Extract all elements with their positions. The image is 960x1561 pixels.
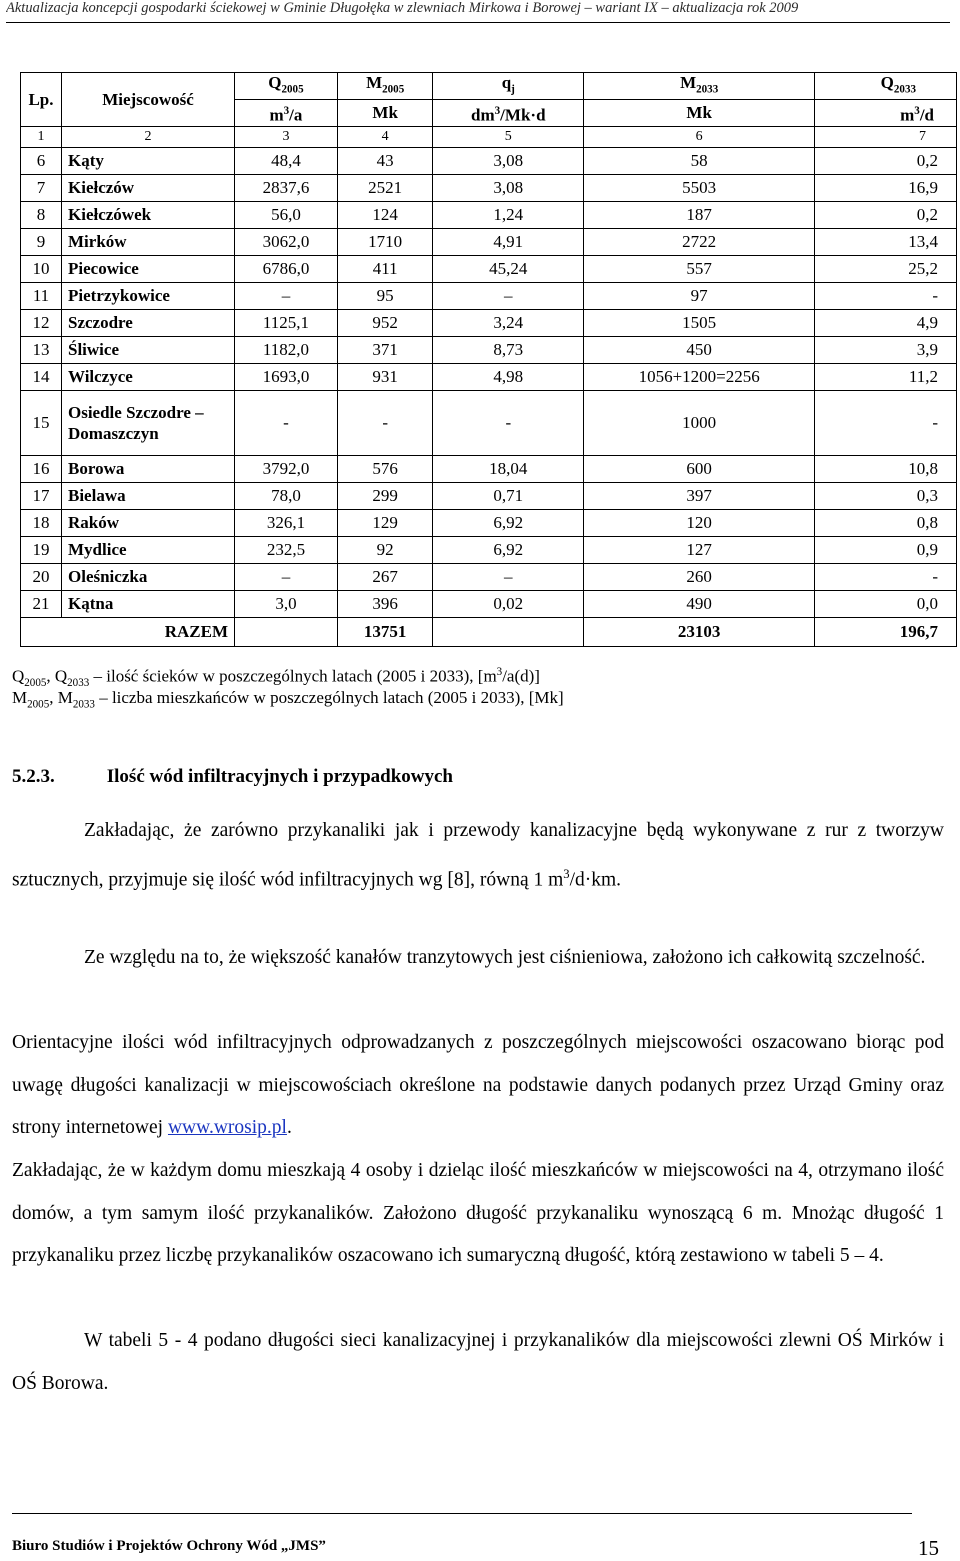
cell-q2005: 232,5 xyxy=(235,537,338,564)
cell-q2005: 78,0 xyxy=(235,483,338,510)
cell-m2033: 127 xyxy=(584,537,815,564)
cell-lp: 18 xyxy=(21,510,62,537)
paragraph-4: Zakładając, że w każdym domu mieszkają 4 osoby i dzieląc ilość mieszkańców w miejscowości na 4, otrzymano ilość domów, a tym samym ilość przykanalików. Założono długość przykanaliku wynoszącą 6 m. Mnożąc długość 1 przykanaliku przez liczbę przykanalików oszacowano ich sumaryczną długość, którą zestawiono w tabeli 5 – 4. xyxy=(12,1160,944,1266)
total-label: RAZEM xyxy=(21,618,235,647)
cell-q2033: 4,9 xyxy=(815,310,957,337)
table-row xyxy=(21,283,957,310)
cell-q2005: 3,0 xyxy=(235,591,338,618)
cell-q2033: 11,2 xyxy=(815,364,957,391)
cell-m2033: 187 xyxy=(584,202,815,229)
col-q2033-header: $Q_{2033}$ xyxy=(815,73,957,100)
cell-m2033: 5503 xyxy=(584,175,815,202)
cell-m2005: 299 xyxy=(337,483,433,510)
unit-q2033: $m^3/d$ xyxy=(815,100,957,127)
cell-q2005: 48,4 xyxy=(235,148,338,175)
colnum-7: 7 xyxy=(815,127,957,148)
col-q2005-header: $Q_{2005}$ xyxy=(235,73,338,100)
cell-m2033: 557 xyxy=(584,256,815,283)
total-q2033: 196,7 xyxy=(815,618,957,647)
cell-name: Kątna xyxy=(62,591,235,618)
cell-m2033: 120 xyxy=(584,510,815,537)
col-lp-header: Lp. xyxy=(21,73,62,127)
cell-q2033: 0,3 xyxy=(815,483,957,510)
cell-q2033: - xyxy=(815,283,957,310)
colnum-3: 3 xyxy=(235,127,338,148)
cell-qj: 4,98 xyxy=(433,364,584,391)
cell-lp: 13 xyxy=(21,337,62,364)
cell-lp: 10 xyxy=(21,256,62,283)
column-number-row xyxy=(21,127,957,148)
cell-q2033: 3,9 xyxy=(815,337,957,364)
cell-m2033: 260 xyxy=(584,564,815,591)
col-qj-header: $q_j$ xyxy=(433,73,584,100)
col-m2005-header: $M_{2005}$ xyxy=(337,73,433,100)
cell-lp: 8 xyxy=(21,202,62,229)
cell-m2005: 1710 xyxy=(337,229,433,256)
cell-name: Kąty xyxy=(62,148,235,175)
cell-qj: 3,08 xyxy=(433,175,584,202)
cell-lp: 17 xyxy=(21,483,62,510)
table-row xyxy=(21,564,957,591)
table-row xyxy=(21,229,957,256)
total-q2005 xyxy=(235,618,338,647)
cell-q2005: – xyxy=(235,283,338,310)
cell-q2033: 10,8 xyxy=(815,456,957,483)
col-name-header: Miejscowość xyxy=(62,73,235,127)
cell-lp: 9 xyxy=(21,229,62,256)
cell-m2005: 2521 xyxy=(337,175,433,202)
table-row xyxy=(21,456,957,483)
table-row xyxy=(21,483,957,510)
cell-m2033: 397 xyxy=(584,483,815,510)
table-row xyxy=(21,148,957,175)
cell-m2033: 450 xyxy=(584,337,815,364)
cell-name: Bielawa xyxy=(62,483,235,510)
cell-name: Osiedle Szczodre – Domaszczyn xyxy=(62,391,235,456)
cell-m2033: 600 xyxy=(584,456,815,483)
cell-qj: – xyxy=(433,283,584,310)
table-row xyxy=(21,337,957,364)
cell-q2033: 16,9 xyxy=(815,175,957,202)
cell-name: Kiełczów xyxy=(62,175,235,202)
cell-q2005: 2837,6 xyxy=(235,175,338,202)
table-row xyxy=(21,391,957,456)
cell-lp: 11 xyxy=(21,283,62,310)
cell-qj: 1,24 xyxy=(433,202,584,229)
cell-m2005: 931 xyxy=(337,364,433,391)
colnum-1: 1 xyxy=(21,127,62,148)
cell-q2005: - xyxy=(235,391,338,456)
cell-qj: 0,02 xyxy=(433,591,584,618)
cell-qj: 0,71 xyxy=(433,483,584,510)
cell-qj: 6,92 xyxy=(433,510,584,537)
cell-q2033: - xyxy=(815,391,957,456)
table-row xyxy=(21,202,957,229)
cell-m2005: 124 xyxy=(337,202,433,229)
cell-q2005: 1182,0 xyxy=(235,337,338,364)
table-row xyxy=(21,175,957,202)
cell-name: Piecowice xyxy=(62,256,235,283)
cell-name: Mirków xyxy=(62,229,235,256)
cell-m2005: 371 xyxy=(337,337,433,364)
cell-lp: 19 xyxy=(21,537,62,564)
colnum-2: 2 xyxy=(62,127,235,148)
cell-m2005: 952 xyxy=(337,310,433,337)
total-row xyxy=(21,618,957,647)
unit-q2005: $m^3/a$ xyxy=(235,100,338,127)
cell-qj: 3,08 xyxy=(433,148,584,175)
cell-m2033: 58 xyxy=(584,148,815,175)
cell-q2033: 0,9 xyxy=(815,537,957,564)
cell-q2033: 0,2 xyxy=(815,148,957,175)
section-heading xyxy=(12,766,453,788)
cell-name: Borowa xyxy=(62,456,235,483)
cell-m2005: 267 xyxy=(337,564,433,591)
table-row xyxy=(21,537,957,564)
running-header: Aktualizacja koncepcji gospodarki ściekowej w Gminie Długołęka w zlewniach Mirkowa i Borowej – wariant IX – aktualizacja rok 2009 xyxy=(6,0,799,16)
cell-m2005: 95 xyxy=(337,283,433,310)
cell-lp: 15 xyxy=(21,391,62,456)
cell-m2005: - xyxy=(337,391,433,456)
cell-name: Oleśniczka xyxy=(62,564,235,591)
cell-qj: – xyxy=(433,564,584,591)
cell-name: Wilczyce xyxy=(62,364,235,391)
cell-qj: 3,24 xyxy=(433,310,584,337)
cell-name: Raków xyxy=(62,510,235,537)
paragraph-3: Orientacyjne ilości wód infiltracyjnych odprowadzanych z poszczególnych miejscowości oszacowano biorąc pod uwagę długości kanalizacji w miejscowościach określone na podstawie danych podanych przez Urząd Gminy oraz strony internetowej www.wrosip.pl. xyxy=(12,1032,944,1138)
sewage-table xyxy=(20,72,957,647)
paragraph-2: Ze względu na to, że większość kanałów tranzytowych jest ciśnieniowa, założono ich całkowitą szczelność. xyxy=(84,947,926,968)
cell-m2005: 411 xyxy=(337,256,433,283)
wrosip-link[interactable]: www.wrosip.pl xyxy=(167,1117,287,1138)
cell-m2033: 490 xyxy=(584,591,815,618)
cell-lp: 21 xyxy=(21,591,62,618)
cell-name: Śliwice xyxy=(62,337,235,364)
cell-m2005: 576 xyxy=(337,456,433,483)
paragraph-5: W tabeli 5 - 4 podano długości sieci kanalizacyjnej i przykanalików dla miejscowości zlewni OŚ Mirków i OŚ Borowa. xyxy=(12,1330,944,1394)
total-m2033: 23103 xyxy=(584,618,815,647)
cell-qj: 18,04 xyxy=(433,456,584,483)
table-row xyxy=(21,256,957,283)
unit-m2005: Mk xyxy=(337,100,433,127)
table-row xyxy=(21,591,957,618)
section-number: 5.2.3. xyxy=(12,766,55,787)
cell-q2005: 1693,0 xyxy=(235,364,338,391)
cell-lp: 6 xyxy=(21,148,62,175)
cell-lp: 14 xyxy=(21,364,62,391)
cell-name: Mydlice xyxy=(62,537,235,564)
cell-m2005: 43 xyxy=(337,148,433,175)
legend-line-q: $Q_{2005}$, $Q_{2033}$ – ilość ścieków w poszczególnych latach (2005 i 2033), $[m^3/a(d)]$ xyxy=(12,666,540,690)
cell-q2005: 3062,0 xyxy=(235,229,338,256)
cell-lp: 7 xyxy=(21,175,62,202)
footer-company: Biuro Studiów i Projektów Ochrony Wód „JMS” xyxy=(12,1538,326,1554)
page-number: 15 xyxy=(918,1536,939,1560)
cell-q2033: - xyxy=(815,564,957,591)
cell-lp: 16 xyxy=(21,456,62,483)
cell-q2033: 0,0 xyxy=(815,591,957,618)
table-row xyxy=(21,510,957,537)
cell-name: Szczodre xyxy=(62,310,235,337)
total-m2005: 13751 xyxy=(337,618,433,647)
cell-q2033: 0,8 xyxy=(815,510,957,537)
cell-qj: 45,24 xyxy=(433,256,584,283)
cell-m2005: 129 xyxy=(337,510,433,537)
cell-q2005: – xyxy=(235,564,338,591)
cell-q2033: 25,2 xyxy=(815,256,957,283)
col-m2033-header: $M_{2033}$ xyxy=(584,73,815,100)
cell-lp: 20 xyxy=(21,564,62,591)
cell-q2033: 0,2 xyxy=(815,202,957,229)
colnum-5: 5 xyxy=(433,127,584,148)
cell-m2005: 92 xyxy=(337,537,433,564)
unit-m2033: Mk xyxy=(584,100,815,127)
cell-q2005: 6786,0 xyxy=(235,256,338,283)
section-title: Ilość wód infiltracyjnych i przypadkowych xyxy=(106,766,453,787)
cell-q2005: 326,1 xyxy=(235,510,338,537)
header-rule xyxy=(6,22,950,23)
cell-q2005: 56,0 xyxy=(235,202,338,229)
total-qj xyxy=(433,618,584,647)
cell-qj: 6,92 xyxy=(433,537,584,564)
colnum-4: 4 xyxy=(337,127,433,148)
cell-m2033: 1056+1200=2256 xyxy=(584,364,815,391)
table-row xyxy=(21,364,957,391)
cell-m2033: 2722 xyxy=(584,229,815,256)
cell-qj: - xyxy=(433,391,584,456)
cell-m2033: 97 xyxy=(584,283,815,310)
table-row xyxy=(21,310,957,337)
cell-q2005: 3792,0 xyxy=(235,456,338,483)
cell-q2033: 13,4 xyxy=(815,229,957,256)
legend-line-m: $M_{2005}$, $M_{2033}$ – liczba mieszkańców w poszczególnych latach (2005 i 2033), [Mk] xyxy=(12,688,564,711)
cell-qj: 4,91 xyxy=(433,229,584,256)
colnum-6: 6 xyxy=(584,127,815,148)
paragraph-1: Zakładając, że zarówno przykanaliki jak i przewody kanalizacyjne będą wykonywane z rur z tworzyw sztucznych, przyjmuje się ilość wód infiltracyjnych wg [8], równą 1 $m^3/d\cdot km$. xyxy=(12,820,944,890)
cell-q2005: 1125,1 xyxy=(235,310,338,337)
cell-lp: 12 xyxy=(21,310,62,337)
cell-name: Kiełczówek xyxy=(62,202,235,229)
cell-name: Pietrzykowice xyxy=(62,283,235,310)
cell-m2033: 1505 xyxy=(584,310,815,337)
table-header-row-1 xyxy=(21,73,957,100)
footer-rule xyxy=(12,1513,912,1514)
cell-m2005: 396 xyxy=(337,591,433,618)
cell-m2033: 1000 xyxy=(584,391,815,456)
cell-qj: 8,73 xyxy=(433,337,584,364)
unit-qj: $dm^3/Mk\cdot d$ xyxy=(433,100,584,127)
